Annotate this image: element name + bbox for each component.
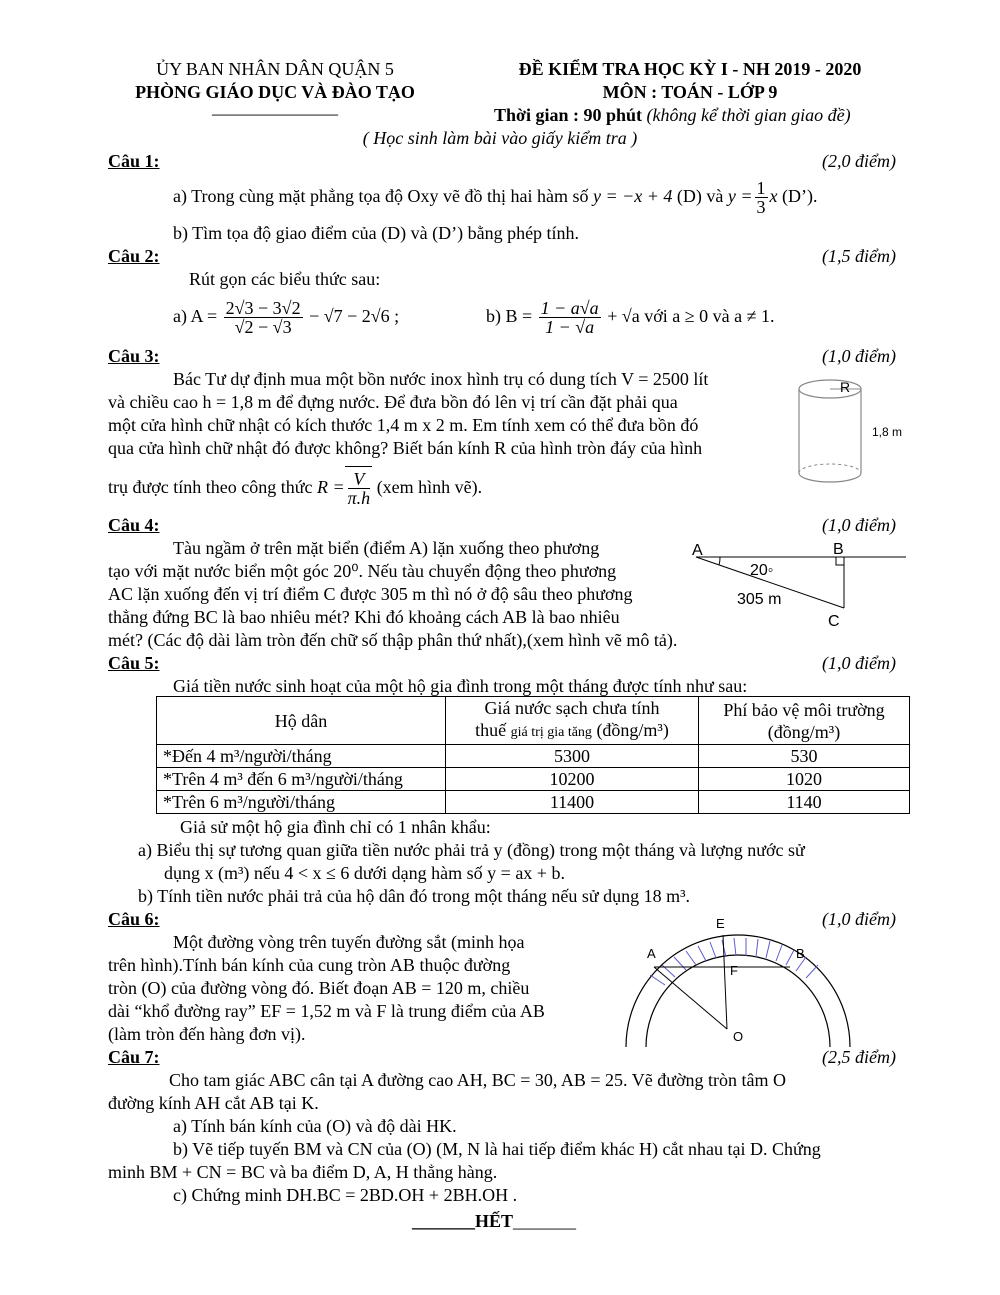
q3-line3: một cửa hình chữ nhật có kích thước 1,4 m x 2 m. Em tính xem có thể đưa bồn đó <box>108 415 699 435</box>
cylinder-label-r: R <box>840 379 851 395</box>
q3-line5a: trụ được tính theo công thức <box>108 477 313 497</box>
table-row <box>157 745 910 768</box>
railway-label-o: O <box>733 1029 744 1044</box>
q2-a-rest: − √7 − 2√6 ; <box>309 306 400 326</box>
q4-line4: thẳng đứng BC là bao nhiêu mét? Khi đó khoảng cách AB là bao nhiêu <box>108 607 620 627</box>
submarine-label-c: C <box>828 613 840 630</box>
q3-line4: qua cửa hình chữ nhật đó được không? Biết bán kính R của hình tròn đáy của hình <box>108 438 703 458</box>
q6-line4: dài “khổ đường ray” EF = 1,52 m và F là trung điểm của AB <box>108 1001 545 1021</box>
table-header-fee: Phí bảo vệ môi trường (đồng/m³) <box>699 697 910 745</box>
q2-b-rest: + √a với a ≥ 0 và a ≠ 1. <box>607 306 775 326</box>
q2-b-label: b) B = <box>486 306 533 326</box>
q2-intro: Rút gọn các biểu thức sau: <box>189 269 381 289</box>
submarine-label-b: B <box>833 541 844 558</box>
q5-a-line2: dụng x (m³) nếu 4 < x ≤ 6 dưới dạng hàm số y = ax + b. <box>164 863 565 883</box>
q4-title: Câu 4: <box>108 515 160 535</box>
header-authority: ỦY BAN NHÂN DÂN QUẬN 5 <box>156 59 394 79</box>
header-rule: ______________ <box>212 97 338 117</box>
header-department: PHÒNG GIÁO DỤC VÀ ĐÀO TẠO <box>135 82 415 102</box>
table-cell-fee: 530 <box>699 745 910 768</box>
railway-label-e: E <box>716 916 725 931</box>
q3-line2: và chiều cao h = 1,8 m để đựng nước. Để đưa bồn đó lên vị trí cần đặt phải qua <box>108 392 678 412</box>
table-cell-label: *Trên 4 m³ đến 6 m³/người/tháng <box>157 768 446 791</box>
table-header-row <box>157 697 910 745</box>
q7-b2: minh BM + CN = BC và ba điểm D, A, H thẳng hàng. <box>108 1162 498 1182</box>
end-rule-left: _______ <box>412 1211 475 1231</box>
q4-line5: mét? (Các độ dài làm tròn đến chữ số thập phân thứ nhất),(xem hình vẽ mô tả). <box>108 630 678 650</box>
submarine-label-a: A <box>692 542 703 559</box>
q5-points: (1,0 điểm) <box>822 653 896 673</box>
q7-line2: đường kính AH cắt AB tại K. <box>108 1093 319 1113</box>
table-row <box>157 791 910 814</box>
q2-a <box>173 296 399 336</box>
q7-line1: Cho tam giác ABC cân tại A đường cao AH, BC = 30, AB = 25. Vẽ đường tròn tâm O <box>169 1070 786 1090</box>
table-cell-price: 10200 <box>446 768 699 791</box>
end-text: HẾT <box>475 1211 514 1231</box>
q1-a-f1: y = −x + 4 <box>592 186 673 206</box>
q3-title: Câu 3: <box>108 346 160 366</box>
table-cell-label: *Trên 6 m³/người/tháng <box>157 791 446 814</box>
table-header-household: Hộ dân <box>157 697 446 745</box>
q1-a <box>173 176 817 216</box>
q4-line2: tạo với mặt nước biển một góc 20⁰. Nếu tàu chuyển động theo phương <box>108 561 617 581</box>
exam-time-note: (không kể thời gian giao đề) <box>646 105 851 125</box>
railway-label-a: A <box>647 946 656 961</box>
submarine-label-length: 305 m <box>737 591 782 608</box>
q5-assume: Giả sử một hộ gia đình chỉ có 1 nhân khẩu: <box>180 817 491 837</box>
exam-instruction: ( Học sinh làm bài vào giấy kiểm tra ) <box>362 128 638 148</box>
railway-label-f: F <box>730 963 738 978</box>
exam-time-bold: Thời gian : 90 phút <box>494 105 643 125</box>
q6-line5: (làm tròn đến hàng đơn vị). <box>108 1024 306 1044</box>
table-cell-price: 11400 <box>446 791 699 814</box>
q1-a-x: x <box>769 186 778 206</box>
submarine-label-angle: 20◦ <box>750 562 774 579</box>
q2-b <box>486 296 774 336</box>
exam-title: ĐỀ KIỂM TRA HỌC KỲ I - NH 2019 - 2020 <box>518 59 862 79</box>
exam-subject: MÔN : TOÁN - LỚP 9 <box>602 82 778 102</box>
table-cell-fee: 1020 <box>699 768 910 791</box>
q7-c: c) Chứng minh DH.BC = 2BD.OH + 2BH.OH . <box>173 1185 518 1205</box>
q2-points: (1,5 điểm) <box>822 246 896 266</box>
submarine-figure <box>680 540 910 630</box>
q6-title: Câu 6: <box>108 909 160 929</box>
q4-points: (1,0 điểm) <box>822 515 896 535</box>
q7-a: a) Tính bán kính của (O) và độ dài HK. <box>173 1116 457 1136</box>
q2-a-fraction: $\frac{2√3 - 3√2}{√2 - √3}$ <box>225 298 301 338</box>
q1-a-d2: (D’). <box>782 186 818 206</box>
q6-points: (1,0 điểm) <box>822 909 896 929</box>
q5-title: Câu 5: <box>108 653 160 673</box>
end-rule-right: _______ <box>513 1211 577 1231</box>
q5-intro: Giá tiền nước sinh hoạt của một hộ gia đình trong một tháng được tính như sau: <box>173 676 748 696</box>
q7-b1: b) Vẽ tiếp tuyến BM và CN của (O) (M, N là hai tiếp điểm khác H) cắt nhau tại D. Chứng <box>173 1139 821 1159</box>
exam-time <box>494 104 851 126</box>
q5-b-line: b) Tính tiền nước phải trả của hộ dân đó trong một tháng nếu sử dụng 18 m³. <box>138 886 690 906</box>
q1-points: (2,0 điểm) <box>822 151 896 171</box>
railway-label-b: B <box>796 946 805 961</box>
q4-line1: Tàu ngầm ở trên mặt biển (điểm A) lặn xuống theo phương <box>173 538 600 558</box>
q6-line2: trên hình).Tính bán kính của cung tròn AB thuộc đường <box>108 955 511 975</box>
q3-formula-fraction: $\frac{V}{\pi.h}$ <box>347 469 371 509</box>
q1-a-y: y = <box>727 186 753 206</box>
table-cell-fee: 1140 <box>699 791 910 814</box>
q2-b-fraction: $\frac{1 - a√a}{1 - √a}$ <box>540 298 599 338</box>
q3-line5b: (xem hình vẽ). <box>376 477 483 497</box>
q6-line1: Một đường vòng trên tuyến đường sắt (minh họa <box>173 932 525 952</box>
q1-a-d: (D) và <box>676 186 724 206</box>
table-cell-price: 5300 <box>446 745 699 768</box>
q1-title: Câu 1: <box>108 151 160 171</box>
end-marker <box>412 1210 576 1232</box>
q3-points: (1,0 điểm) <box>822 346 896 366</box>
q1-a-fraction: $\frac{1}{3}$ <box>756 178 766 218</box>
q6-line3: tròn (O) của đường vòng đó. Biết đoạn AB = 120 m, chiều <box>108 978 530 998</box>
q2-title: Câu 2: <box>108 246 160 266</box>
q7-points: (2,5 điểm) <box>822 1047 896 1067</box>
table-header-price: Giá nước sạch chưa tính thuế giá trị gia tăng (đồng/m³) <box>446 697 699 745</box>
q3-line1: Bác Tư dự định mua một bồn nước inox hình trụ có dung tích V = 2500 lít <box>173 369 709 389</box>
q1-b: b) Tìm tọa độ giao điểm của (D) và (D’) bằng phép tính. <box>173 223 580 243</box>
q7-title: Câu 7: <box>108 1047 160 1067</box>
q3-line5 <box>108 466 482 507</box>
table-cell-label: *Đến 4 m³/người/tháng <box>157 745 446 768</box>
table-row <box>157 768 910 791</box>
water-price-table <box>156 696 910 814</box>
q1-a-text: a) Trong cùng mặt phẳng tọa độ Oxy vẽ đồ thị hai hàm số <box>173 186 589 206</box>
q5-a-line1: a) Biểu thị sự tương quan giữa tiền nước phải trả y (đồng) trong một tháng và lượng nước sử <box>138 840 805 860</box>
cylinder-label-h: 1,8 m <box>872 425 903 439</box>
q3-formula-r: R = <box>317 477 345 497</box>
q4-line3: AC lặn xuống đến vị trí điểm C được 305 m thì nó ở độ sâu theo phương <box>108 584 633 604</box>
q2-a-label: a) A = <box>173 306 218 326</box>
